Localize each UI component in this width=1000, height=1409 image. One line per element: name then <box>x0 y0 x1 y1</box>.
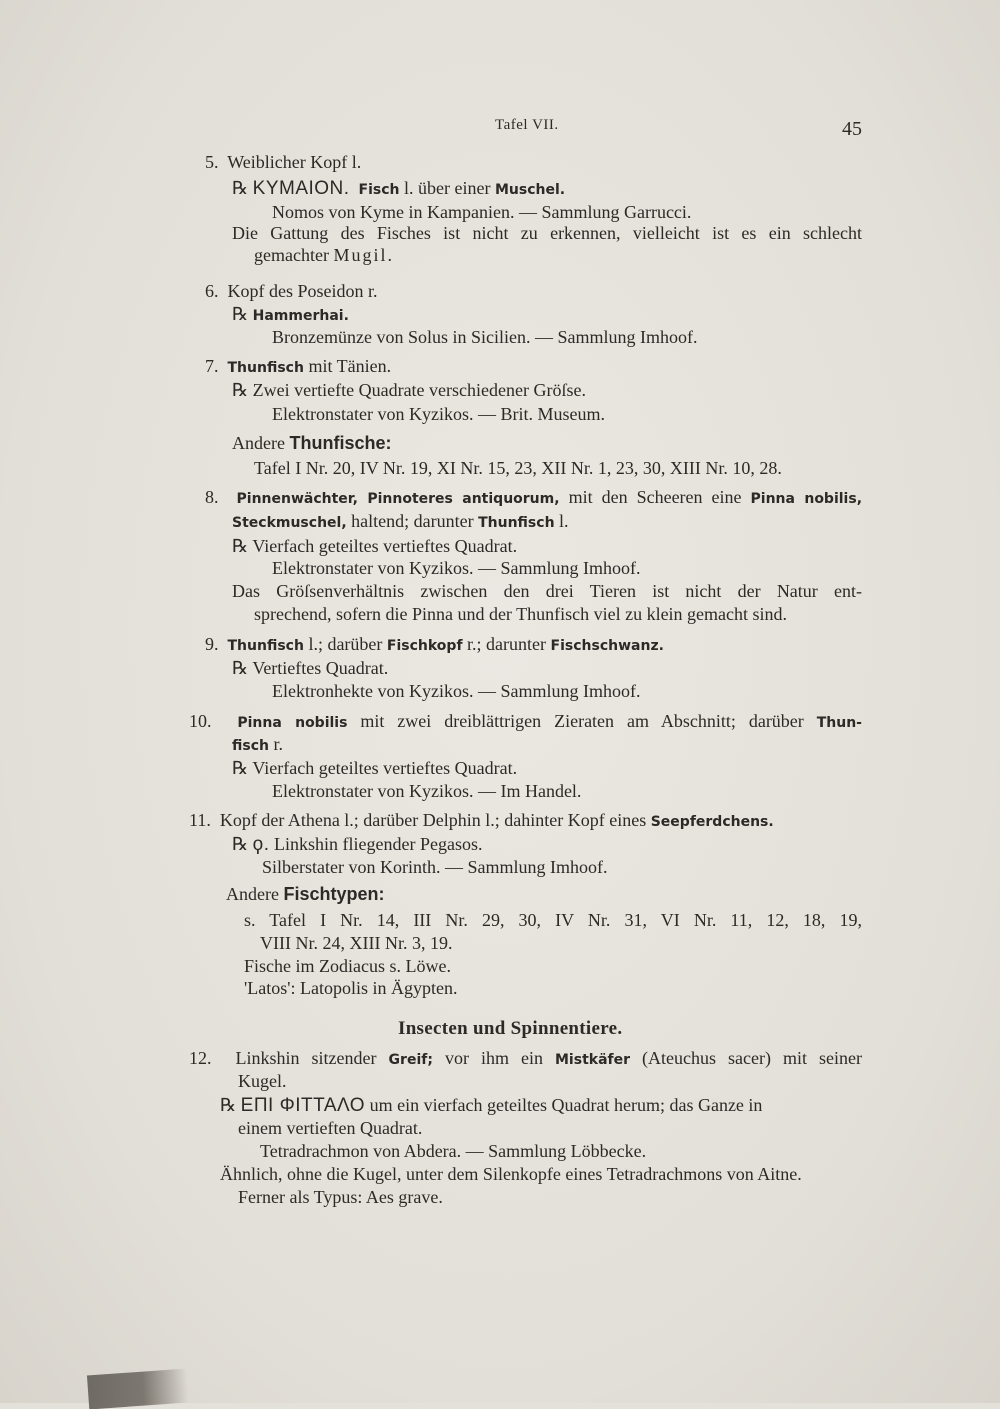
entry-12-reverse-cont: einem vertieften Quadrat. <box>238 1118 423 1138</box>
other-tuna-references: Tafel I Nr. 20, IV Nr. 19, XI Nr. 15, 23, XII Nr. 1, 23, 30, XIII Nr. 10, 28. <box>254 458 782 478</box>
entry-number: 11. <box>189 810 211 830</box>
page-number: 45 <box>842 118 862 140</box>
other-fish-types-refs-1: s. Tafel I Nr. 14, III Nr. 29, 30, IV Nr. 31, VI Nr. 11, 12, 18, 19, <box>244 910 862 930</box>
entry-5-note-cont: gemachter Mugil. <box>254 245 394 265</box>
entry-8-provenance: Elektronstater von Kyzikos. — Sammlung Imhoof. <box>272 558 641 578</box>
entry-number: 5. <box>205 152 219 172</box>
entry-7-line-1: 7. Thunfisch mit Tänien. <box>205 356 392 376</box>
latos-reference: 'Latos': Latopolis in Ägypten. <box>244 978 458 998</box>
entry-6-reverse: ℞ Hammerhai. <box>232 304 349 324</box>
entry-8-reverse: ℞ Vierfach geteiltes vertieftes Quadrat. <box>232 536 518 556</box>
other-fish-types-refs-2: VIII Nr. 24, XIII Nr. 3, 19. <box>260 933 453 953</box>
entry-9-provenance: Elektronhekte von Kyzikos. — Sammlung Imhoof. <box>272 681 641 701</box>
entry-10-line-1: 10. Pinna nobilis mit zwei dreiblättrigen Zieraten am Abschnitt; darüber Thun- <box>189 711 862 731</box>
entry-8-line-1: 8. Pinnenwächter, Pinnoteres antiquorum, mit den Scheeren eine Pinna nobilis, <box>205 487 863 507</box>
entry-8-line-2: Steckmuschel, haltend; darunter Thunfisch l. <box>232 511 569 531</box>
entry-10-line-2: fisch r. <box>232 734 283 754</box>
entry-8-note-cont: sprechend, sofern die Pinna und der Thunfisch viel zu klein gemacht sind. <box>254 604 788 624</box>
entry-9-line-1: 9. Thunfisch l.; darüber Fischkopf r.; darunter Fischschwanz. <box>205 634 664 654</box>
entry-12-reverse: ℞ ΕΠΙ ΦΙΤΤΑΛΟ um ein vierfach geteiltes Quadrat herum; das Ganze in <box>220 1095 763 1116</box>
entry-6-provenance: Bronzemünze von Solus in Sicilien. — Sammlung Imhoof. <box>272 327 698 347</box>
entry-11-reverse: ℞ ϙ. Linkshin fliegender Pegasos. <box>232 834 483 855</box>
reverse-symbol: ℞ <box>232 380 249 400</box>
entry-12-line-1: 12. Linkshin sitzender Greif; vor ihm ein Mistkäfer (Ateuchus sacer) mit seiner <box>189 1048 862 1068</box>
reverse-symbol: ℞ <box>232 536 249 556</box>
section-heading: Insecten und Spinnentiere. <box>398 1018 623 1039</box>
greek-inscription: ϙ. <box>252 834 270 855</box>
entry-number: 7. <box>205 356 219 376</box>
entry-11-line-1: 11. Kopf der Athena l.; darüber Delphin l.; dahinter Kopf eines Seepferdchens. <box>189 810 774 830</box>
entry-11-provenance: Silberstater von Korinth. — Sammlung Imhoof. <box>262 857 608 877</box>
entry-7-provenance: Elektronstater von Kyzikos. — Brit. Museum. <box>272 404 605 424</box>
reverse-symbol: ℞ <box>232 658 249 678</box>
entry-5-provenance: Nomos von Kyme in Kampanien. — Sammlung Garrucci. <box>272 202 692 222</box>
reverse-symbol: ℞ <box>220 1095 237 1115</box>
reverse-symbol: ℞ <box>232 178 249 198</box>
reverse-symbol: ℞ <box>232 758 249 778</box>
entry-10-reverse: ℞ Vierfach geteiltes vertieftes Quadrat. <box>232 758 518 778</box>
entry-5-reverse: ℞ ΚΥΜΑΙΟΝ. Fisch l. über einer Muschel. <box>232 178 566 199</box>
entry-12-line-2: Kugel. <box>238 1071 287 1091</box>
greek-inscription: ΕΠΙ ΦΙΤΤΑΛΟ <box>240 1095 366 1116</box>
entry-12-provenance: Tetradrachmon von Abdera. — Sammlung Löbbecke. <box>260 1141 647 1161</box>
entry-12-note: Ähnlich, ohne die Kugel, unter dem Silenkopfe eines Tetradrachmons von Aitne. <box>220 1164 802 1184</box>
entry-12-note-2: Ferner als Typus: Aes grave. <box>238 1187 443 1207</box>
entry-7-reverse: ℞ Zwei vertiefte Quadrate verschiedener Gröſse. <box>232 380 586 400</box>
page-header-title: Tafel VII. <box>495 117 559 133</box>
reverse-symbol: ℞ <box>232 834 249 854</box>
entry-6-line-1: 6. Kopf des Poseidon r. <box>205 281 378 301</box>
entry-9-reverse: ℞ Vertieftes Quadrat. <box>232 658 389 678</box>
reverse-symbol: ℞ <box>232 304 249 324</box>
entry-8-note: Das Gröſsenverhältnis zwischen den drei Tieren ist nicht der Natur ent- <box>232 581 862 601</box>
greek-inscription: ΚΥΜΑΙΟΝ. <box>252 178 350 199</box>
entry-number: 12. <box>189 1048 212 1068</box>
zodiac-reference: Fische im Zodiacus s. Löwe. <box>244 956 451 976</box>
entry-5-line-1: 5. Weiblicher Kopf l. <box>205 152 362 172</box>
entry-number: 9. <box>205 634 219 654</box>
entry-number: 6. <box>205 281 219 301</box>
entry-number: 8. <box>205 487 219 507</box>
entry-5-note: Die Gattung des Fisches ist nicht zu erkennen, vielleicht ist es ein schlecht <box>232 223 862 243</box>
other-tuna-heading: Andere Thunfische: <box>232 433 392 453</box>
other-fish-types-heading: Andere Fischtypen: <box>226 884 385 904</box>
entry-number: 10. <box>189 711 212 731</box>
entry-10-provenance: Elektronstater von Kyzikos. — Im Handel. <box>272 781 582 801</box>
